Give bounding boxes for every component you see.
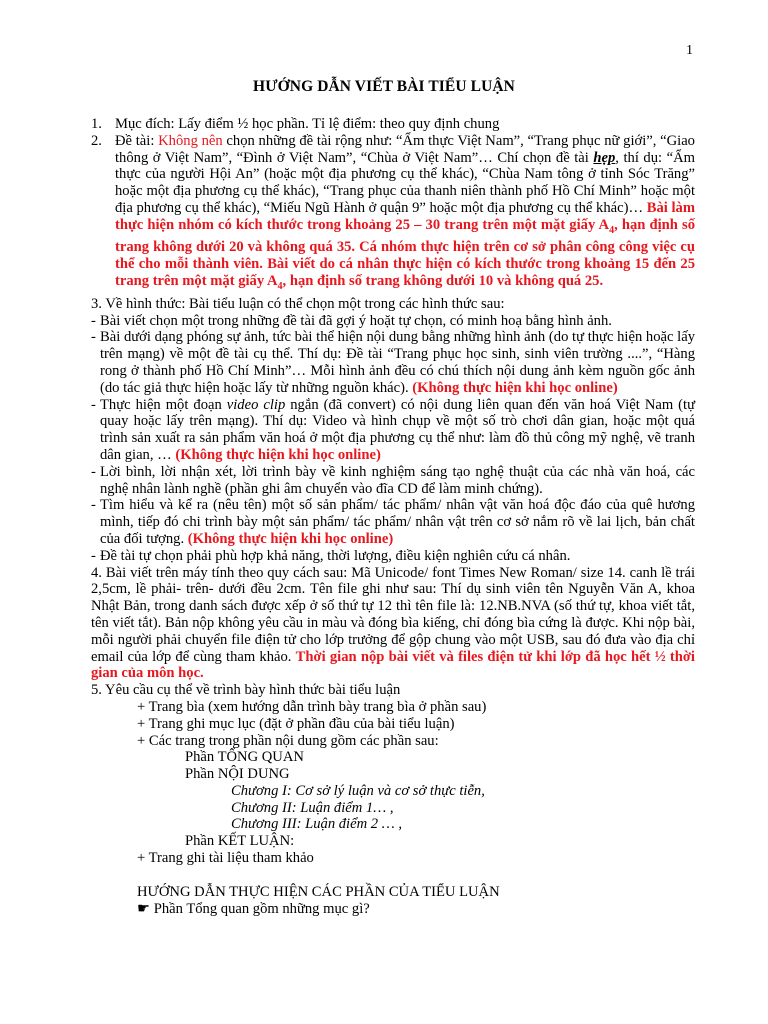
chapter-item: Chương II: Luận điểm 1… ,	[231, 799, 394, 816]
page-number: 1	[686, 43, 693, 58]
list-text	[100, 497, 695, 547]
text-run: , thí dụ: “Ẩm thực của người Hội An” (hoặc một địa phương cụ thể khác), “Chùa Nam tông ở tỉnh Sóc Trăng” hoặc một địa phương cụ thể khác), “Trang phục của thanh niên thành phố Hồ Chí Minh” hoặc một địa phương cụ thể khác), “Miếu Ngũ Hành ở quận 9” hoặc một địa phương cụ thể khác)…	[115, 149, 695, 216]
pointing-hand-icon: ☛	[137, 900, 151, 917]
section-2	[91, 133, 695, 296]
text-run: ngắn (đã convert) có nội dung liên quan đến văn hoá Việt Nam (tự quay hoặc lấy trên mạng). Thí dụ: Video và hình chụp về một số trò chơi dân gian, hoặc một quá trình sản xuất ra sản phẩm văn hoá ở một địa phương cụ thể như: làm đồ thủ công mỹ nghệ, vẽ tranh dân gian, …	[100, 396, 696, 463]
list-item	[91, 397, 695, 464]
section-3-heading: 3. Về hình thức: Bài tiểu luận có thể chọn một trong các hình thức sau:	[91, 295, 505, 312]
dash-marker: -	[91, 547, 96, 564]
section-text	[115, 133, 695, 296]
text-run: chọn những đề tài rộng như: “Ẩm thực Việt Nam”, “Trang phục nữ giới”, “Giao thông ở Việt Nam”, “Đình ở Việt Nam”, “Chùa ở Việt Nam”… Chí chọn đề tài	[115, 132, 695, 166]
text-run: , hạn định số trang không dưới 20 và không quá 35. Cá nhóm thực hiện trên cơ sở phân công công việc cụ thể cho mỗi thành viên. Bài viết do cá nhân thực hiện có kích thước trong khoảng 15 đến 25 trang trên một mặt giấy A	[115, 216, 695, 290]
section-5-heading: 5. Yêu cầu cụ thể về trình bày hình thức bài tiểu luận	[91, 682, 401, 699]
list-text	[100, 329, 695, 396]
section-text: Mục đích: Lấy điểm ½ học phần. Tỉ lệ điểm: theo quy định chung	[115, 116, 500, 132]
list-item	[91, 329, 695, 396]
italic-text: video clip	[226, 396, 286, 413]
document-body	[91, 116, 695, 917]
highlight-text: Không nên	[158, 132, 223, 149]
online-note: (Không thực hiện khi học online)	[412, 379, 618, 396]
text-run: Bài làm thực hiện nhóm có kích thước trong khoảng 25 – 30 trang trên một mặt giấy A	[115, 199, 695, 233]
list-text: Lời bình, lời nhận xét, lời trình bày về kinh nghiệm sáng tạo nghệ thuật của các nhà văn hoá, các nghệ nhân lành nghề (phần ghi âm chuyển vào đĩa CD để làm minh chứng).	[100, 463, 695, 497]
question-text: Phần Tổng quan gồm những mục gì?	[150, 900, 370, 917]
dash-marker: -	[91, 312, 96, 329]
chapter-item: Chương I: Cơ sở lý luận và cơ sở thực tiễn,	[231, 782, 485, 799]
list-text: Đề tài tự chọn phải phù hợp khả năng, thời lượng, điều kiện nghiên cứu cá nhân.	[100, 547, 571, 564]
online-note: (Không thực hiện khi học online)	[187, 530, 394, 547]
text-run: , hạn định số trang không dưới 10 và không quá 25.	[282, 273, 604, 290]
section-1	[91, 116, 695, 133]
list-text	[100, 397, 695, 464]
section-number: 1.	[91, 116, 102, 132]
requirement-item: + Trang ghi tài liệu tham khảo	[137, 850, 314, 867]
subscript: 4	[277, 280, 283, 292]
part-item: Phần TỔNG QUAN	[185, 749, 304, 766]
page-title: HƯỚNG DẪN VIẾT BÀI TIỂU LUẬN	[253, 78, 515, 95]
list-text: Bài viết chọn một trong những đề tài đã gợi ý hoặt tự chọn, có minh hoạ bằng hình ảnh.	[100, 312, 612, 329]
list-item	[91, 497, 695, 547]
online-note: (Không thực hiện khi học online)	[175, 446, 381, 463]
question-line	[91, 901, 695, 918]
dash-marker: -	[91, 329, 96, 346]
section-number: 2.	[91, 132, 102, 149]
dash-marker: -	[91, 463, 96, 480]
part-item: Phần NỘI DUNG	[185, 766, 290, 783]
guide-heading: HƯỚNG DẪN THỰC HIỆN CÁC PHẦN CỦA TIỂU LUẬN	[137, 883, 500, 900]
requirement-item: + Trang ghi mục lục (đặt ở phần đầu của bài tiểu luận)	[137, 715, 455, 732]
dash-marker: -	[91, 396, 96, 413]
list-item	[91, 464, 695, 498]
requirement-item: + Trang bìa (xem hướng dẫn trình bày trang bìa ở phần sau)	[137, 698, 487, 715]
text-run: Đề tài:	[115, 132, 159, 149]
section-4	[91, 565, 695, 683]
list-item	[91, 548, 695, 565]
subscript: 4	[609, 224, 615, 236]
deadline-note: Thời gian nộp bài viết và files điện tử khi lớp đã học hết ½ thời gian của môn học.	[91, 648, 695, 682]
requirement-item: + Các trang trong phần nội dung gồm các phần sau:	[137, 732, 439, 749]
text-run: Thực hiện một đoạn	[100, 396, 227, 413]
text-run: Bài dưới dạng phóng sự ảnh, tức bài thể hiện nội dung bằng những hình ảnh (do tự thực hiện hoặc lấy trên mạng) về một đề tài cụ thể. Thí dụ: Đề tài “Trang phục học sinh, sinh viên trường ....”, “Hàng rong ở thành phố Hồ Chí Minh”… Mỗi hình ảnh đều có chú thích nội dung ảnh kèm nguồn gốc ảnh (do tác giả thực hiện hoặc lấy từ những nguồn khác).	[100, 329, 695, 396]
dash-marker: -	[91, 497, 96, 514]
list-item	[91, 313, 695, 330]
emphasis-text: hẹp	[593, 149, 616, 166]
text-run: Tìm hiểu và kể ra (nêu tên) một số sản phẩm/ tác phẩm/ nhân vật văn hoá độc đáo của quê hương mình, tiếp đó chi trình bày một sản phẩm/ tác phẩm/ nhân vật trên cơ sở nắm rõ về lai lịch, bản chất của đối tượng.	[100, 497, 695, 547]
chapter-item: Chương III: Luận điểm 2 … ,	[231, 816, 402, 833]
part-item: Phần KẾT LUẬN:	[185, 833, 295, 850]
text-run: 4. Bài viết trên máy tính theo quy cách sau: Mã Unicode/ font Times New Roman/ size 14. canh lề trái 2,5cm, lề phải- trên- dưới đều 2cm. Tên file ghi như sau: Thí dụ sinh viên tên Nguyễn Văn A, khoa Nhật Bản, trong danh sách được xếp ở số thứ tự 12 thì tên file là: 12.NB.NVA (số thứ tự, khoa viết tắt, tên viết tắt). Bản nộp không yêu cầu in màu và đóng bìa kiếng, chỉ đóng bìa cứng là được. Khi nộp bài, mỗi người phải chuyển file điện tử cho lớp trưởng để gộp chung vào một USB, sau đó đưa vào địa chỉ email của lớp để cùng tham khảo.	[91, 564, 695, 665]
